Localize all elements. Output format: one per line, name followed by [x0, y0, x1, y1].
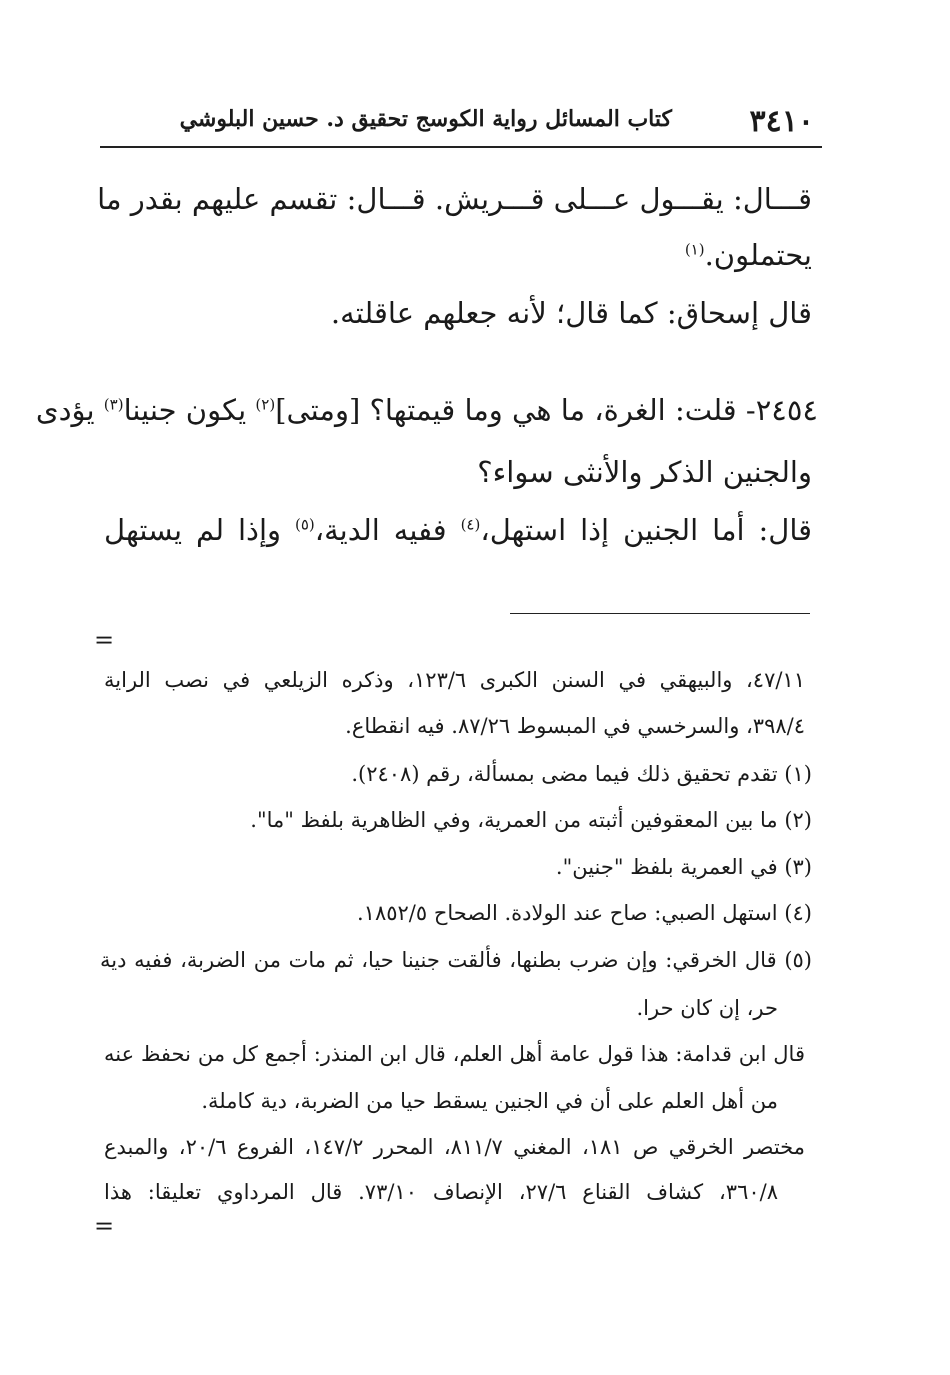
footnote-ref-2: (٢) — [255, 395, 276, 414]
footnote-5-line-6: ٣٦٠/٨، كشاف القناع ٢٧/٦، الإنصاف ٧٣/١٠. قال المرداوي تعليقا: هذا — [104, 1180, 778, 1204]
footnote-5-line-5: مختصر الخرقي ص ١٨١، المغني ٨١١/٧، المحرر ١٤٧/٢، الفروع ٢٠/٦، والمبدع — [104, 1135, 805, 1159]
running-title: كتاب المسائل رواية الكوسج تحقيق د. حسين البلوشي — [179, 106, 672, 132]
page-number: ٣٤١٠ — [749, 104, 814, 139]
issue-2454-question-end: يؤدى — [35, 393, 95, 427]
footnote-1: (١) تقدم تحقيق ذلك فيما مضى بمسألة، رقم (٢٤٠٨). — [351, 762, 812, 786]
main-line-1: قـــال: يقـــول عـــلى قـــريش. قـــال: تقسم عليهم بقدر ما — [97, 182, 812, 216]
footnote-5-line-3: قال ابن قدامة: هذا قول عامة أهل العلم، قال ابن المنذر: أجمع كل من نحفظ عنه — [104, 1042, 805, 1066]
issue-2454-question: ٢٤٥٤- قلت: الغرة، ما هي وما قيمتها؟ [ومتى] — [275, 393, 818, 427]
answer-part-1: قال: أما الجنين إذا استهل، — [480, 513, 813, 547]
footnote-ref-3: (٣) — [103, 395, 124, 414]
page-header — [100, 100, 822, 144]
footnote-5-line-2: حر، إن كان حرا. — [636, 996, 778, 1020]
issue-2454-line-1 — [35, 393, 818, 427]
issue-2454-question-cont: يكون جنينا — [123, 393, 247, 427]
issue-2454-answer — [104, 513, 812, 547]
footnote-ref-5: (٥) — [294, 515, 315, 534]
main-line-2 — [685, 238, 812, 272]
footnote-line-2: ٣٩٨/٤، والسرخسي في المبسوط ٨٧/٢٦. فيه انقطاع. — [345, 714, 805, 738]
footnote-separator — [510, 613, 810, 614]
footnote-5-line-1: (٥) قال الخرقي: وإن ضرب بطنها، فألقت جنينا حيا، ثم مات من الضربة، ففيه دية — [100, 948, 812, 972]
footnote-ref-1: (١) — [684, 240, 705, 259]
answer-part-3: وإذا لم يستهل — [104, 513, 282, 547]
main-line-3: قال إسحاق: كما قال؛ لأنه جعلهم عاقلته. — [330, 296, 812, 330]
footnote-4: (٤) استهل الصبي: صاح عند الولادة. الصحاح ١٨٥٢/٥. — [356, 901, 812, 925]
header-rule — [100, 146, 822, 148]
footnote-line-1: ٤٧/١١، والبيهقي في السنن الكبرى ١٢٣/٦، وذكره الزيلعي في نصب الراية — [104, 668, 805, 692]
main-line-2-text: يحتملون. — [704, 238, 812, 272]
footnote-ref-4: (٤) — [460, 515, 481, 534]
footnote-3: (٣) في العمرية بلفظ "جنين". — [555, 855, 812, 879]
footnote-end-marker: = — [94, 1212, 115, 1240]
issue-2454-line-2: والجنين الذكر والأنثى سواء؟ — [477, 455, 812, 489]
footnote-5-line-4: من أهل العلم على أن في الجنين يسقط حيا من الضربة، دية كاملة. — [201, 1089, 778, 1113]
footnote-2: (٢) ما بين المعقوفين أثبته من العمرية، وفي الظاهرية بلفظ "ما". — [250, 808, 812, 832]
answer-part-2: ففيه الدية، — [314, 513, 447, 547]
footnote-continuation-marker: = — [94, 626, 115, 654]
